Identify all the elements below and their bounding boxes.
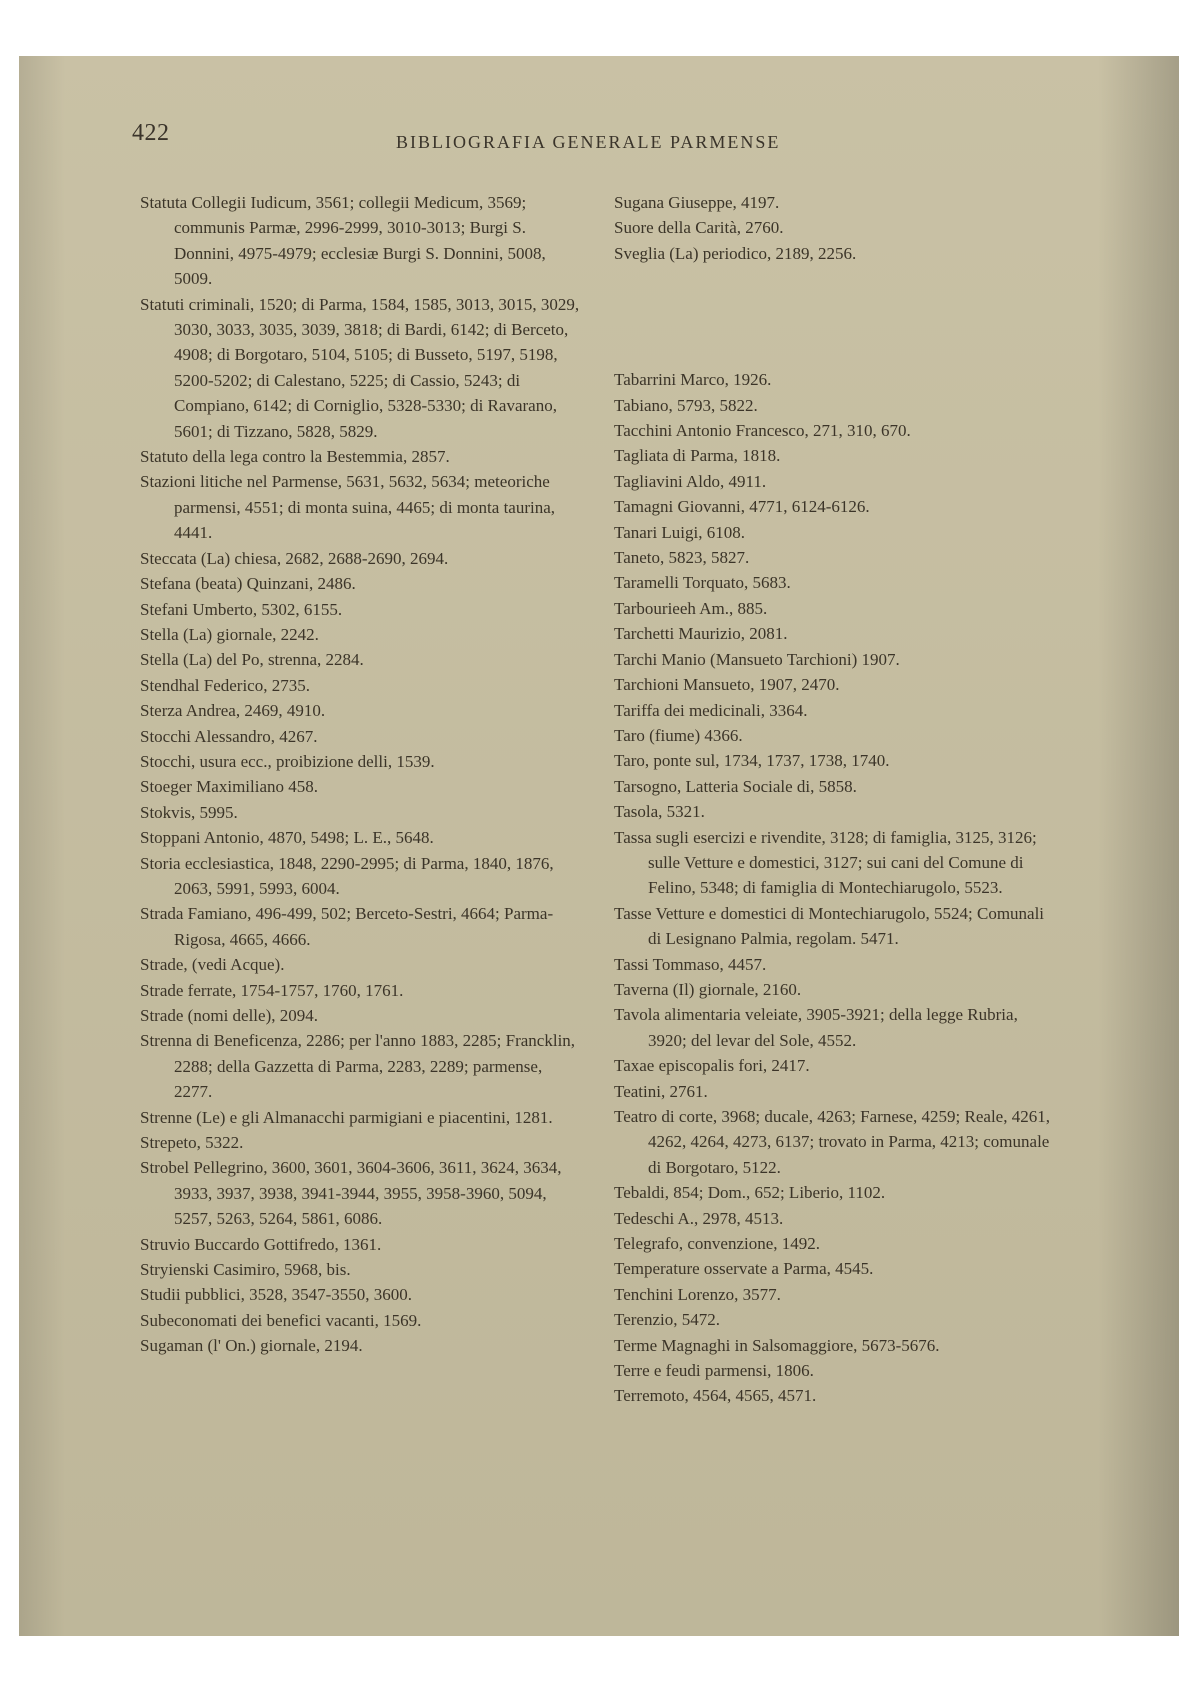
index-entry: Stryienski Casimiro, 5968, bis. [140,1260,351,1280]
index-entry: Tagliata di Parma, 1818. [614,446,781,466]
index-entry: Taxae episcopalis fori, 2417. [614,1056,810,1076]
index-column-right [614,190,1050,1409]
index-entry: Stefani Umberto, 5302, 6155. [140,599,343,619]
index-entry: Stella (La) del Po, strenna, 2284. [140,650,364,670]
index-entry: Statuto della lega contro la Bestemmia, 2857. [140,447,450,467]
index-entry: Strenna di Beneficenza, 2286; per l'anno 1883, 2285; Francklin, 2288; della Gazzetta di Parma, 2283, 2289; parmense, 2277. [140,1031,576,1102]
index-entry: Studii pubblici, 3528, 3547-3550, 3600. [140,1285,412,1305]
index-entry: Tanari Luigi, 6108. [614,522,746,542]
index-entry: Sugaman (l' On.) giornale, 2194. [140,1336,363,1356]
index-entry: Subeconomati dei benefici vacanti, 1569. [140,1310,422,1330]
index-entry: Telegrafo, convenzione, 1492. [614,1234,821,1254]
index-entry: Taverna (Il) giornale, 2160. [614,979,802,999]
index-entry: Struvio Buccardo Gottifredo, 1361. [140,1234,382,1254]
index-entry: Temperature osservate a Parma, 4545. [614,1259,874,1279]
letter-section-gap [614,266,1050,367]
index-entry: Tassa sugli esercizi e rivendite, 3128; di famiglia, 3125, 3126; sulle Vetture e domestici, 3127; sui cani del Comune di Felino, 5348; di famiglia di Montechiarugolo, 5523. [614,827,1037,898]
index-entry: Stocchi Alessandro, 4267. [140,726,318,746]
index-entry: Tarchetti Maurizio, 2081. [614,624,788,644]
index-entry: Sveglia (La) periodico, 2189, 2256. [614,243,857,263]
index-entry: Tarchi Manio (Mansueto Tarchioni) 1907. [614,649,900,669]
index-entry: Teatro di corte, 3968; ducale, 4263; Farnese, 4259; Reale, 4261, 4262, 4264, 4273, 6137; trovato in Parma, 4213; comunale di Borgotaro, 5122. [614,1107,1050,1177]
index-entry: Tebaldi, 854; Dom., 652; Liberio, 1102. [614,1183,886,1203]
index-entry: Strade ferrate, 1754-1757, 1760, 1761. [140,980,404,1000]
index-entry: Terme Magnaghi in Salsomaggiore, 5673-5676. [614,1335,940,1355]
page-number: 422 [132,120,170,146]
running-title: BIBLIOGRAFIA GENERALE PARMENSE [396,132,781,152]
index-entry: Statuta Collegii Iudicum, 3561; collegii Medicum, 3569; communis Parmæ, 2996-2999, 3010-3013; Burgi S. Donnini, 4975-4979; ecclesiæ Burgi S. Donnini, 5008, 5009. [140,193,546,289]
index-entry: Stendhal Federico, 2735. [140,675,310,695]
index-entry: Stoppani Antonio, 4870, 5498; L. E., 5648. [140,828,434,848]
index-entry: Tedeschi A., 2978, 4513. [614,1208,784,1228]
index-entry: Suore della Carità, 2760. [614,218,784,238]
index-entry: Strade (nomi delle), 2094. [140,1006,318,1025]
index-entry: Tagliavini Aldo, 4911. [614,471,767,491]
index-entry: Terenzio, 5472. [614,1310,720,1330]
index-entry: Tavola alimentaria veleiate, 3905-3921; della legge Rubria, 3920; del levar del Sole, 4552. [614,1005,1018,1050]
index-entry: Sugana Giuseppe, 4197. [614,193,780,212]
index-entry: Strepeto, 5322. [140,1133,244,1153]
index-entry: Taro (fiume) 4366. [614,725,743,745]
index-entry: Stocchi, usura ecc., proibizione delli, 1539. [140,751,435,771]
index-entry: Steccata (La) chiesa, 2682, 2688-2690, 2694. [140,548,449,568]
index-entry: Stokvis, 5995. [140,802,238,822]
index-entry: Tariffa dei medicinali, 3364. [614,700,808,720]
index-entry: Stoeger Maximiliano 458. [140,777,319,797]
index-entry: Tasse Vetture e domestici di Montechiarugolo, 5524; Comunali di Lesignano Palmia, regolam. 5471. [614,903,1045,949]
index-entry: Strenne (Le) e gli Almanacchi parmigiani e piacentini, 1281. [140,1107,553,1127]
index-entry: Tarbourieeh Am., 885. [614,598,768,618]
index-entry: Taramelli Torquato, 5683. [614,573,791,593]
index-entry: Strade, (vedi Acque). [140,955,285,975]
index-entry: Terre e feudi parmensi, 1806. [614,1361,814,1381]
index-entry: Tenchini Lorenzo, 3577. [614,1284,781,1304]
index-entry: Storia ecclesiastica, 1848, 2290-2995; di Parma, 1840, 1876, 2063, 5991, 5993, 6004. [140,853,554,898]
index-entry: Teatini, 2761. [614,1081,708,1101]
index-column-left [140,190,580,1359]
index-entry: Sterza Andrea, 2469, 4910. [140,701,326,721]
index-entry: Stella (La) giornale, 2242. [140,624,319,644]
index-entry: Tabiano, 5793, 5822. [614,395,758,415]
index-entry: Taro, ponte sul, 1734, 1737, 1738, 1740. [614,751,890,771]
index-entry: Taneto, 5823, 5827. [614,548,750,568]
index-entry: Tamagni Giovanni, 4771, 6124-6126. [614,497,870,517]
index-entry: Tassi Tommaso, 4457. [614,954,767,974]
index-entry: Stazioni litiche nel Parmense, 5631, 5632, 5634; meteoriche parmensi, 4551; di monta suina, 4465; di monta taurina, 4441. [140,472,556,543]
index-entry: Tabarrini Marco, 1926. [614,370,772,390]
index-entry: Terremoto, 4564, 4565, 4571. [614,1386,817,1406]
index-entry: Strada Famiano, 496-499, 502; Berceto-Sestri, 4664; Parma-Rigosa, 4665, 4666. [140,904,554,949]
index-entry: Stefana (beata) Quinzani, 2486. [140,574,356,594]
index-entry: Tacchini Antonio Francesco, 271, 310, 670. [614,421,911,441]
index-entry: Strobel Pellegrino, 3600, 3601, 3604-3606, 3611, 3624, 3634, 3933, 3937, 3938, 3941-3944, 3955, 3958-3960, 5094, 5257, 5263, 5264, 5861, 6086. [140,1158,562,1229]
index-entry: Statuti criminali, 1520; di Parma, 1584, 1585, 3013, 3015, 3029, 3030, 3033, 3035, 3039, 3818; di Bardi, 6142; di Berceto, 4908; di Borgotaro, 5104, 5105; di Busseto, 5197, 5198, 5200-5202; di Calestano, 5225; di Cassio, 5243; di Compiano, 6142; di Corniglio, 5328-5330; di Ravarano, 5601; di Tizzano, 5828, 5829. [140,294,580,441]
index-entry: Tarchioni Mansueto, 1907, 2470. [614,675,840,695]
index-entry: Tasola, 5321. [614,802,705,822]
index-entry: Tarsogno, Latteria Sociale di, 5858. [614,776,857,796]
